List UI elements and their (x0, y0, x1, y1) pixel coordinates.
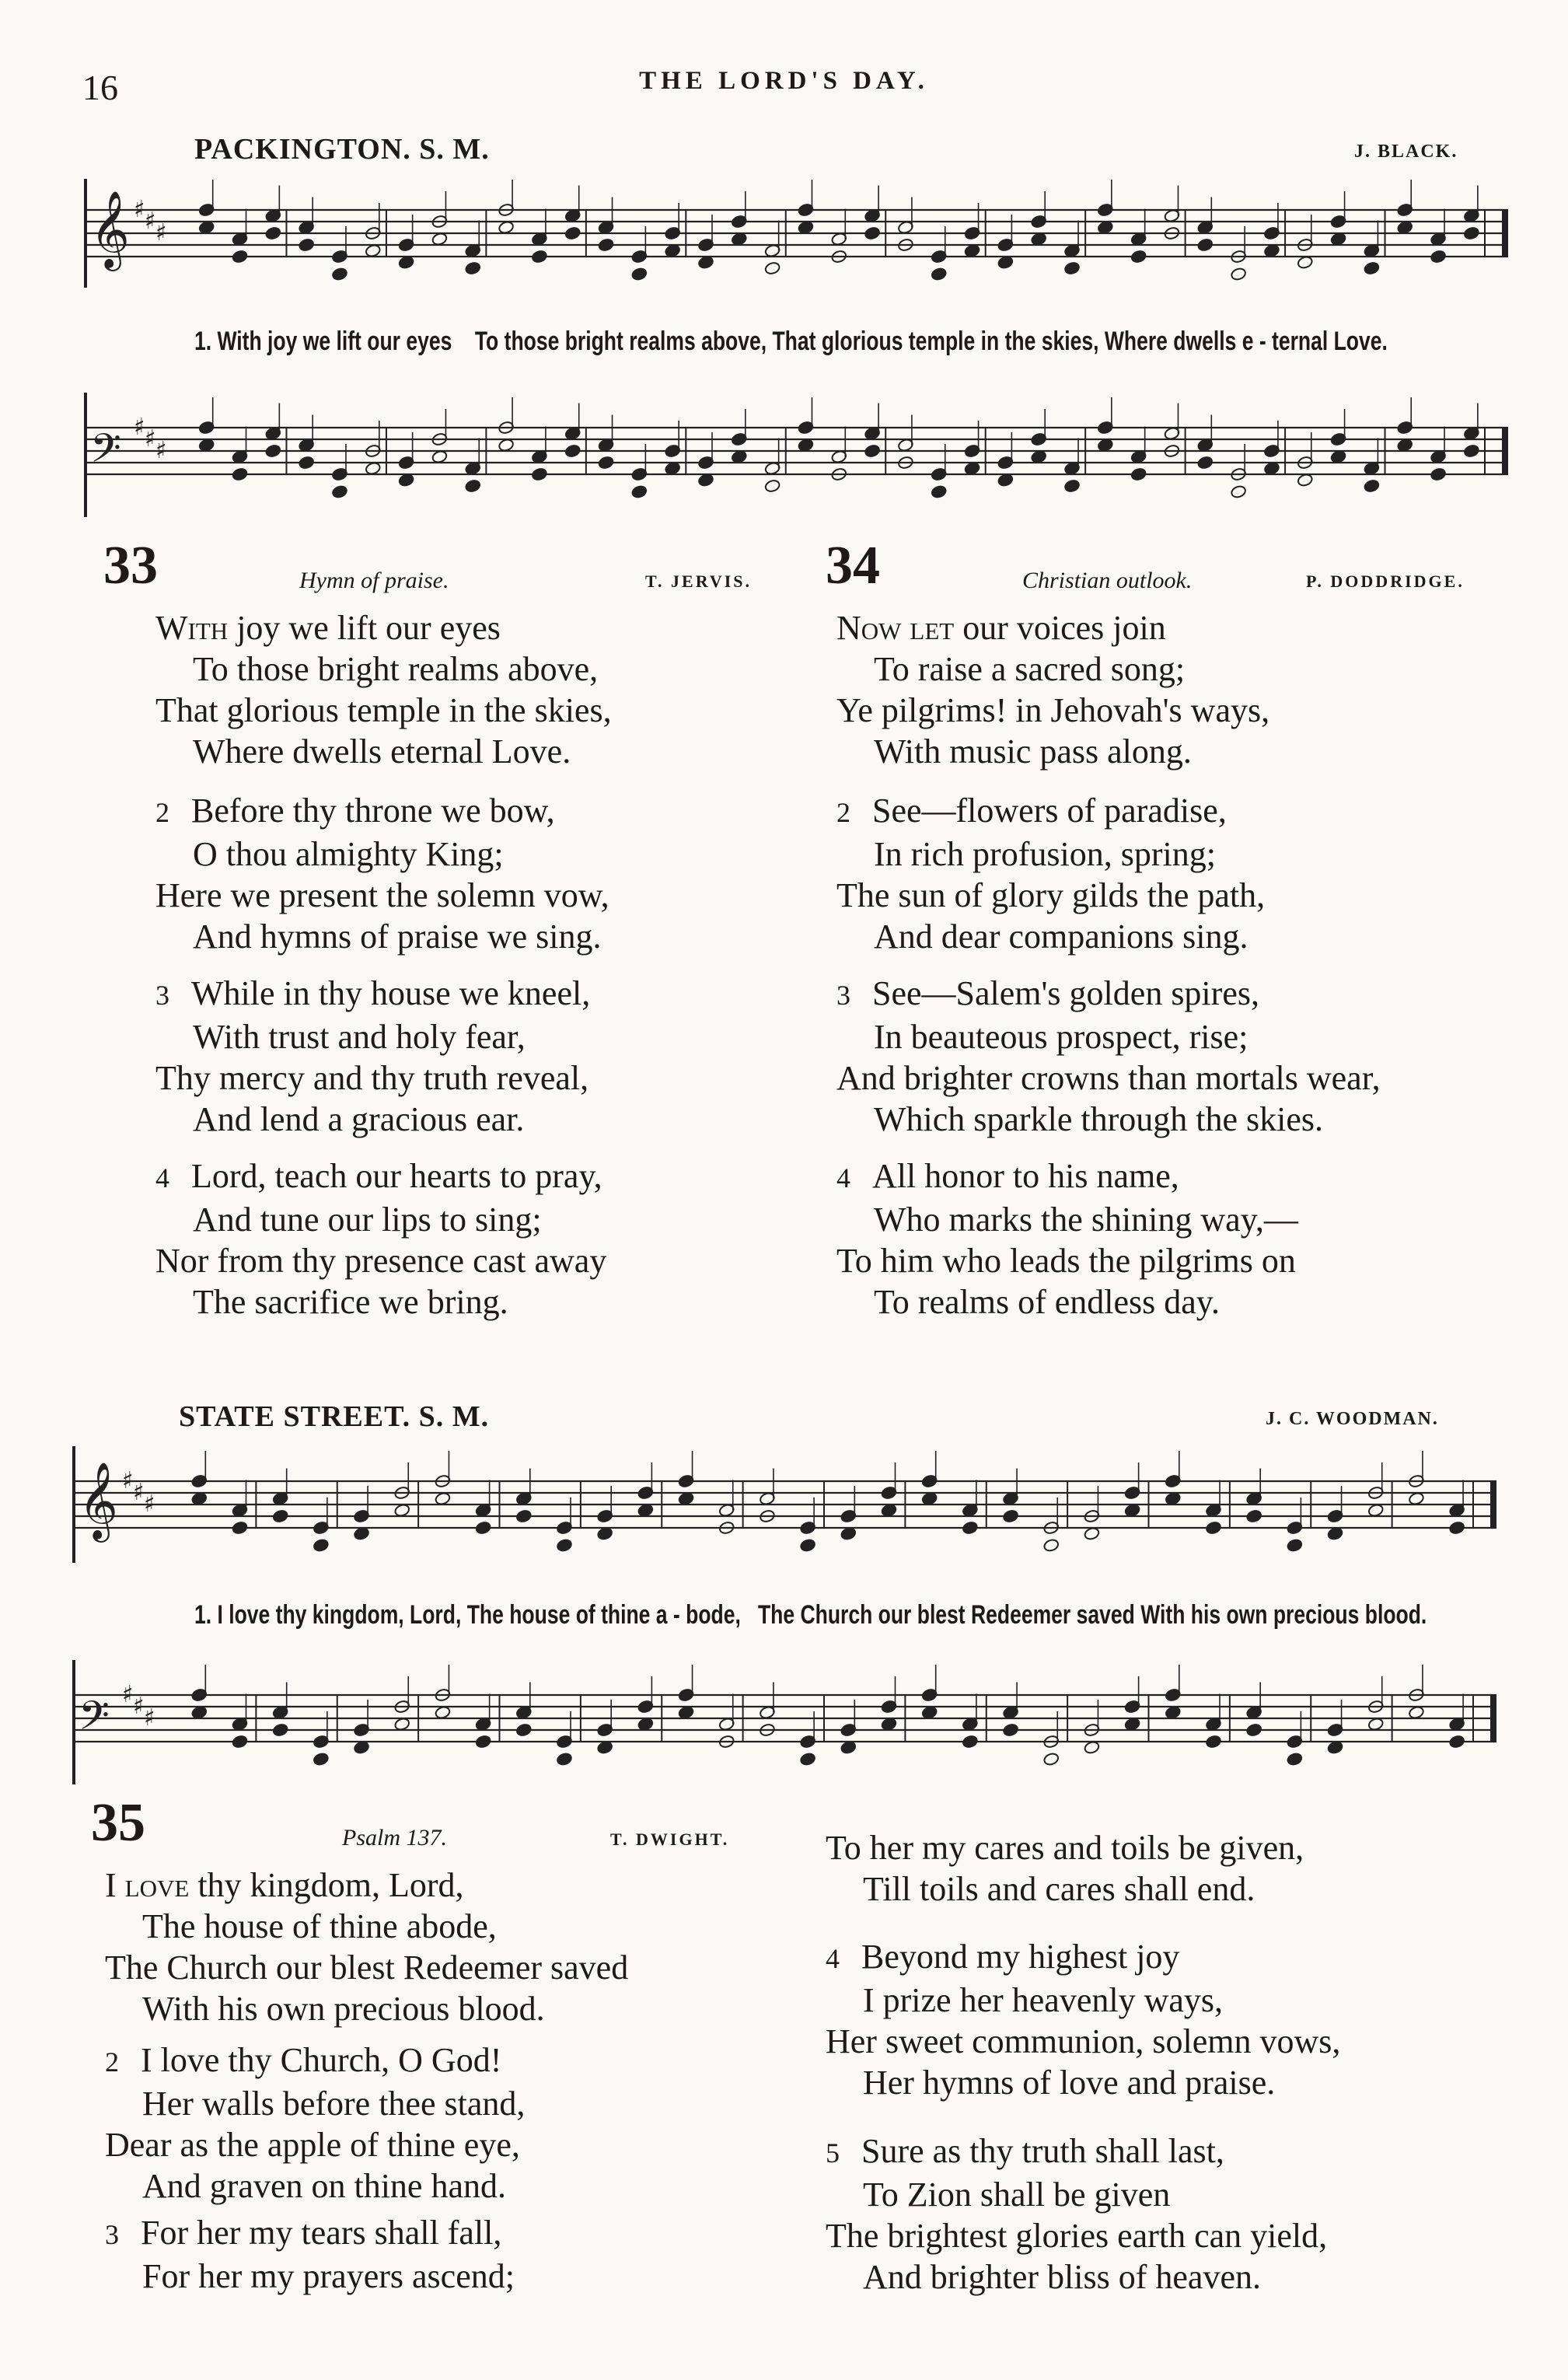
notehead (1043, 1538, 1060, 1552)
notehead (1063, 261, 1080, 275)
verse-line: Thy mercy and thy truth reveal, (155, 1059, 589, 1097)
final-barline (1490, 1481, 1496, 1528)
verse-line: And dear companions sing. (874, 917, 1248, 956)
notehead (1430, 250, 1446, 264)
notehead (232, 1521, 248, 1535)
verse-line: The brightest glories earth can yield, (826, 2217, 1328, 2255)
sharp-icon: ♯ (144, 1704, 155, 1732)
notehead (313, 1752, 329, 1766)
notehead (1197, 238, 1214, 252)
music-staff-bass-packington (78, 393, 1524, 517)
notehead (465, 479, 481, 493)
hymn-number: 35 (91, 1793, 145, 1853)
notehead (1205, 1735, 1221, 1749)
verse-line: To him who leads the pilgrims on (836, 1242, 1296, 1280)
sharp-icon: ♯ (122, 1467, 134, 1494)
notehead (531, 250, 547, 264)
first-word: With (155, 609, 229, 647)
verse-line: For her my tears shall fall, (141, 2214, 502, 2252)
first-word: Now let (836, 609, 955, 647)
notehead (1130, 467, 1147, 481)
notehead (556, 1538, 572, 1552)
notehead (631, 484, 648, 498)
notehead (1002, 1509, 1018, 1523)
sharp-icon: ♯ (145, 425, 156, 453)
sharp-icon: ♯ (145, 208, 156, 235)
verse-line: With trust and holy fear, (193, 1018, 526, 1056)
treble-clef-icon: 𝄞 (79, 1462, 118, 1539)
bass-clef-icon: 𝄢 (79, 1692, 110, 1749)
verse-line: I prize her heavenly ways, (863, 1981, 1224, 2019)
notehead (298, 238, 314, 252)
hymn-35-stanza-3b (826, 1827, 1304, 1910)
verse-line: And brighter crowns than mortals wear, (836, 1059, 1381, 1097)
notehead (313, 1538, 329, 1552)
verse-line: All honor to his name, (872, 1157, 1179, 1195)
first-word: I love (105, 1866, 190, 1904)
verse-line: See—flowers of paradise, (872, 792, 1227, 830)
verse-line: our voices join (962, 609, 1166, 647)
notehead (515, 1509, 532, 1523)
notehead (232, 467, 248, 481)
sharp-icon: ♯ (155, 437, 167, 464)
hymn-35-stanza-3a (105, 2212, 515, 2297)
hymn-35-stanza-5 (826, 2130, 1327, 2298)
hymn-33-stanza-4 (155, 1155, 606, 1323)
verse-line: I love thy Church, O God! (141, 2041, 502, 2079)
notehead (265, 444, 281, 458)
sharp-icon: ♯ (122, 1681, 134, 1708)
underlay-line: To those bright realms above, (474, 327, 767, 356)
verse-line: With his own precious blood. (142, 1990, 545, 2028)
hymn-topic: Hymn of praise. (299, 568, 449, 593)
verse-line: The sacrifice we bring. (193, 1283, 508, 1321)
notehead (272, 1509, 288, 1523)
stanza-number: 2 (836, 797, 850, 828)
verse-line: That glorious temple in the skies, (155, 691, 612, 729)
verse-line: The Church our blest Redeemer saved (105, 1948, 629, 1987)
bass-clef-icon: 𝄢 (90, 425, 121, 481)
hymn-topic: Christian outlook. (1022, 568, 1193, 593)
verse-line: And brighter bliss of heaven. (863, 2258, 1261, 2296)
sharp-icon: ♯ (144, 1491, 155, 1518)
notehead (556, 1752, 572, 1766)
verse-line: For her my prayers ascend; (142, 2257, 515, 2295)
notehead (1002, 1723, 1018, 1737)
notehead (962, 1735, 978, 1749)
stanza-number: 3 (836, 980, 850, 1011)
notehead (465, 261, 481, 275)
verse-line: And tune our lips to sing; (193, 1200, 542, 1239)
notehead (864, 226, 880, 240)
notehead (799, 1752, 815, 1766)
verse-line: While in thy house we kneel, (191, 974, 591, 1012)
hymn-number: 34 (826, 536, 880, 596)
verse-line: Sure as thy truth shall last, (861, 2132, 1224, 2170)
notehead (515, 1723, 532, 1737)
notehead (931, 267, 947, 281)
notehead (1197, 456, 1214, 470)
verse-line: To realms of endless day. (874, 1283, 1220, 1321)
verse-line: Her walls before thee stand, (142, 2085, 526, 2123)
treble-clef-icon: 𝄞 (90, 190, 130, 268)
verse-line: Dear as the apple of thine eye, (105, 2126, 520, 2164)
hymn-33-stanza-3 (155, 973, 590, 1140)
verse-line: To her my cares and toils be given, (826, 1829, 1304, 1867)
verse-line: Who marks the shining way,— (874, 1200, 1298, 1239)
notehead (1448, 1521, 1465, 1535)
notehead (1246, 1509, 1262, 1523)
hymn-author: T. DWIGHT. (610, 1830, 730, 1849)
verse-line: O thou almighty King; (193, 835, 504, 873)
hymn-35-stanza-2 (105, 2039, 525, 2207)
verse-line: To those bright realms above, (193, 650, 599, 688)
verse-line: Here we present the solemn vow, (155, 876, 609, 914)
tune-title-packington: PACKINGTON. S. M. (194, 133, 490, 166)
tune-composer-state-street: J. C. WOODMAN. (1266, 1409, 1439, 1429)
verse-line: Her hymns of love and praise. (863, 2064, 1276, 2102)
underlay-line: 1. With joy we lift our eyes (194, 327, 452, 356)
verse-line: In beauteous prospect, rise; (874, 1018, 1248, 1056)
notehead (272, 1723, 288, 1737)
notehead (475, 1735, 491, 1749)
verse-line: To raise a sacred song; (874, 650, 1186, 688)
hymn-35-stanza-4 (826, 1936, 1340, 2103)
notehead (1463, 444, 1479, 458)
hymn-34-stanza-3 (836, 973, 1381, 1140)
notehead (598, 238, 614, 252)
hymn-33-stanza-2 (155, 790, 609, 957)
notehead (1230, 484, 1246, 498)
notehead (864, 444, 880, 458)
notehead (962, 1521, 978, 1535)
music-staff-bass-state-street (66, 1660, 1512, 1784)
verse-line: Nor from thy presence cast away (155, 1242, 607, 1280)
notehead (799, 1538, 815, 1552)
notehead (1287, 1538, 1303, 1552)
tune-composer-packington: J. BLACK. (1354, 142, 1458, 162)
verse-line: The house of thine abode, (142, 1907, 497, 1945)
verse-line: To Zion shall be given (863, 2176, 1171, 2214)
sharp-icon: ♯ (133, 1693, 145, 1720)
running-title: THE LORD'S DAY. (639, 67, 929, 95)
notehead (298, 456, 314, 470)
notehead (598, 456, 614, 470)
lyric-underlay-packington (194, 327, 1388, 357)
stanza-number: 2 (105, 2046, 119, 2078)
notehead (631, 267, 648, 281)
music-staff-treble-state-street (66, 1446, 1512, 1563)
notehead (1364, 479, 1380, 493)
final-barline (1490, 1695, 1496, 1742)
verse-line: And lend a gracious ear. (193, 1100, 525, 1138)
verse-line: Beyond my highest joy (861, 1938, 1180, 1976)
music-staff-treble-packington (78, 179, 1524, 288)
stanza-number: 5 (826, 2137, 840, 2169)
notehead (1364, 261, 1380, 275)
verse-line: The sun of glory gilds the path, (836, 876, 1266, 914)
notehead (764, 479, 781, 493)
notehead (1230, 267, 1246, 281)
hymn-author: T. JERVIS. (645, 571, 753, 591)
final-barline (1502, 428, 1508, 474)
verse-line: Lord, teach our hearts to pray, (191, 1157, 602, 1195)
underlay-line: The house of thine a - bode, (466, 1600, 741, 1630)
page-number: 16 (82, 68, 118, 107)
notehead (331, 267, 347, 281)
notehead (1043, 1752, 1060, 1766)
stanza-number: 3 (155, 980, 169, 1011)
verse-line: In rich profusion, spring; (874, 835, 1216, 873)
sharp-icon: ♯ (134, 196, 145, 223)
final-barline (1502, 210, 1508, 257)
verse-line: Ye pilgrims! in Jehovah's ways, (836, 691, 1270, 729)
verse-line: Till toils and cares shall end. (863, 1870, 1255, 1908)
lyric-underlay-state-street (194, 1600, 1427, 1630)
notehead (564, 226, 581, 240)
notehead (1063, 479, 1080, 493)
sharp-icon: ♯ (155, 219, 167, 246)
hymn-33-stanza-1 (155, 607, 612, 772)
stanza-number: 3 (105, 2219, 119, 2250)
verse-line: joy we lift our eyes (236, 609, 501, 647)
notehead (1448, 1735, 1465, 1749)
verse-line: Where dwells eternal Love. (193, 732, 571, 771)
notehead (564, 444, 581, 458)
stanza-number: 4 (155, 1162, 169, 1193)
verse-line: Before thy throne we bow, (191, 792, 555, 830)
underlay-line: Where dwells e - ternal Love. (1104, 327, 1388, 356)
underlay-line: 1. I love thy kingdom, Lord, (194, 1600, 462, 1630)
stanza-number: 4 (836, 1162, 850, 1193)
notehead (475, 1521, 491, 1535)
notehead (531, 467, 547, 481)
notehead (232, 250, 248, 264)
verse-line: Her sweet communion, solemn vows, (826, 2022, 1341, 2060)
notehead (1287, 1752, 1303, 1766)
sharp-icon: ♯ (134, 414, 145, 441)
hymn-35-stanza-1 (105, 1865, 628, 2029)
notehead (764, 261, 781, 275)
notehead (331, 484, 347, 498)
verse-line: Which sparkle through the skies. (874, 1100, 1323, 1138)
hymn-34-stanza-1 (836, 607, 1269, 772)
underlay-line: With his own precious blood. (1140, 1600, 1427, 1630)
hymn-author: P. DODDRIDGE. (1306, 571, 1465, 591)
verse-line: See—Salem's golden spires, (872, 974, 1259, 1012)
notehead (265, 226, 281, 240)
sharp-icon: ♯ (133, 1479, 145, 1506)
notehead (931, 484, 947, 498)
notehead (232, 1735, 248, 1749)
notehead (1463, 226, 1479, 240)
underlay-line: That glorious temple in the skies, (772, 327, 1099, 356)
tune-title-state-street: STATE STREET. S. M. (179, 1400, 490, 1433)
hymn-topic: Psalm 137. (342, 1825, 447, 1851)
hymn-34-stanza-4 (836, 1155, 1298, 1323)
verse-line: thy kingdom, Lord, (197, 1866, 464, 1904)
notehead (1205, 1521, 1221, 1535)
hymn-number: 33 (103, 536, 158, 596)
stanza-number: 4 (826, 1943, 840, 1974)
notehead (1130, 250, 1147, 264)
notehead (1430, 467, 1446, 481)
underlay-line: The Church our blest Redeemer saved (757, 1600, 1135, 1630)
hymn-34-stanza-2 (836, 790, 1265, 957)
stanza-number: 2 (155, 797, 169, 828)
notehead (1246, 1723, 1262, 1737)
verse-line: And graven on thine hand. (142, 2167, 506, 2205)
verse-line: And hymns of praise we sing. (193, 917, 602, 956)
verse-line: With music pass along. (874, 732, 1192, 771)
